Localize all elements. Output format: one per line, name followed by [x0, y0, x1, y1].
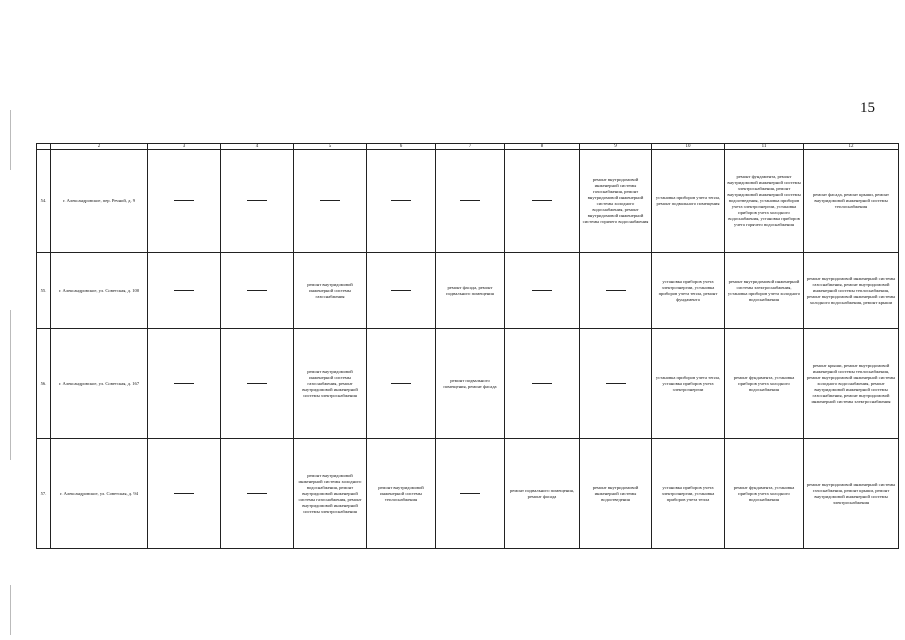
column-header: 11	[725, 144, 804, 150]
table-row	[37, 150, 899, 253]
column-header: 10	[652, 144, 725, 150]
scan-edge-mark	[10, 110, 11, 170]
address-cell: г. Александровское, ул. Советская, д. 100	[51, 253, 148, 329]
work-cell: ремонт фундамента, ремонт внутридомовой инженерной системы электроснабжения, ремонт внутридомовой инженерной системы водоотведения, установка приборов учета электроэнергии, установка приборов учета холодного водоснабжения, установка приборов учета горячего водоснабжения	[725, 150, 804, 253]
dash-mark	[460, 200, 480, 201]
work-cell: ремонт фасада, ремонт крыши, ремонт внутридомовой инженерной системы теплоснабжения	[804, 150, 899, 253]
address-cell: г. Александровское, ул. Советская, д. 94	[51, 439, 148, 549]
empty-dash-cell	[436, 150, 505, 253]
scan-edge-mark	[10, 585, 11, 635]
work-cell: ремонт фасада, ремонт подвального помещения	[436, 253, 505, 329]
empty-dash-cell	[580, 329, 652, 439]
work-cell: ремонт внутридомовой инженерной системы теплоснабжения	[367, 439, 436, 549]
work-cell: ремонт внутридомовой инженерной системы холодного водоснабжения, ремонт внутридомовой инженерной системы газоснабжения, ремонт внутридомовой инженерной системы электроснабжения	[294, 439, 367, 549]
empty-dash-cell	[221, 253, 294, 329]
column-header: 7	[436, 144, 505, 150]
dash-mark	[247, 493, 267, 494]
work-cell: ремонт внутридомовой инженерной системы газоснабжения, ремонт внутридомовой инженерной системы электроснабжения	[294, 329, 367, 439]
row-number: 57.	[37, 439, 51, 549]
work-cell: ремонт внутридомовой инженерной системы газоснабжения, ремонт внутридомовой инженерной системы теплоснабжения, ремонт внутридомовой инженерной системы холодного водоснабжения, ремонт крыши	[804, 253, 899, 329]
empty-dash-cell	[505, 329, 580, 439]
address-cell: г. Александровское, пер. Речной, д. 9	[51, 150, 148, 253]
dash-mark	[174, 493, 194, 494]
work-cell: ремонт внутридомовой инженерной системы газоснабжения	[294, 253, 367, 329]
scan-edge-mark	[10, 310, 11, 460]
work-cell: установка приборов учета электроэнергии, установка приборов учета тепла	[652, 439, 725, 549]
column-header: 2	[51, 144, 148, 150]
work-cell: ремонт подвального помещения, ремонт фасада	[505, 439, 580, 549]
work-cell: установка приборов учета электроэнергии, установка приборов учета тепла, ремонт фундамента	[652, 253, 725, 329]
empty-dash-cell	[367, 329, 436, 439]
column-header: 9	[580, 144, 652, 150]
address-cell: г. Александровское, ул. Советская, д. 167	[51, 329, 148, 439]
column-header: 12	[804, 144, 899, 150]
dash-mark	[532, 290, 552, 291]
empty-dash-cell	[367, 253, 436, 329]
table-row	[37, 253, 899, 329]
work-cell: ремонт внутридомовой инженерной системы водоотведения	[580, 439, 652, 549]
column-header: 4	[221, 144, 294, 150]
row-number: 55.	[37, 253, 51, 329]
dash-mark	[174, 290, 194, 291]
dash-mark	[174, 200, 194, 201]
dash-mark	[247, 290, 267, 291]
table-row	[37, 439, 899, 549]
empty-dash-cell	[436, 439, 505, 549]
empty-dash-cell	[148, 150, 221, 253]
work-cell: ремонт внутридомовой инженерной системы газоснабжения, ремонт внутридомовой инженерной системы холодного водоснабжения, ремонт внутридомовой инженерной системы горячего водоснабжения	[580, 150, 652, 253]
column-header: 6	[367, 144, 436, 150]
empty-dash-cell	[221, 439, 294, 549]
dash-mark	[606, 383, 626, 384]
repair-works-table	[36, 143, 899, 549]
empty-dash-cell	[148, 439, 221, 549]
empty-dash-cell	[505, 150, 580, 253]
row-number: 54.	[37, 150, 51, 253]
empty-dash-cell	[294, 150, 367, 253]
work-cell: ремонт крыши, ремонт внутридомовой инженерной системы теплоснабжения, ремонт внутридомовой инженерной системы холодного водоснабжения, ремонт внутридомовой инженерной системы газоснабжения, ремонт внутридомовой инженерной системы электроснабжения	[804, 329, 899, 439]
empty-dash-cell	[148, 253, 221, 329]
column-header: 5	[294, 144, 367, 150]
empty-dash-cell	[221, 329, 294, 439]
dash-mark	[532, 383, 552, 384]
work-cell: ремонт внутридомовой инженерной системы газоснабжения, ремонт крыши, ремонт внутридомовой инженерной системы электроснабжения	[804, 439, 899, 549]
dash-mark	[532, 200, 552, 201]
empty-dash-cell	[367, 150, 436, 253]
dash-mark	[247, 383, 267, 384]
table-row	[37, 329, 899, 439]
dash-mark	[247, 200, 267, 201]
dash-mark	[320, 200, 340, 201]
column-header: 3	[148, 144, 221, 150]
work-cell: ремонт фундамента, установка приборов учета холодного водоснабжения	[725, 329, 804, 439]
empty-dash-cell	[221, 150, 294, 253]
dash-mark	[391, 383, 411, 384]
dash-mark	[174, 383, 194, 384]
work-cell: установка приборов учета тепла, ремонт подвального помещения	[652, 150, 725, 253]
work-cell: ремонт подвального помещения, ремонт фасада	[436, 329, 505, 439]
dash-mark	[606, 290, 626, 291]
empty-dash-cell	[580, 253, 652, 329]
work-cell: ремонт внутридомовой инженерной системы электроснабжения, установка приборов учета холодного водоснабжения	[725, 253, 804, 329]
empty-dash-cell	[148, 329, 221, 439]
dash-mark	[460, 493, 480, 494]
dash-mark	[391, 200, 411, 201]
work-cell: установка приборов учета тепла, установка приборов учета электроэнергии	[652, 329, 725, 439]
dash-mark	[391, 290, 411, 291]
row-number: 56.	[37, 329, 51, 439]
page-number: 15	[860, 100, 875, 116]
work-cell: ремонт фундамента, установка приборов учета холодного водоснабжения	[725, 439, 804, 549]
column-header: 8	[505, 144, 580, 150]
empty-dash-cell	[505, 253, 580, 329]
